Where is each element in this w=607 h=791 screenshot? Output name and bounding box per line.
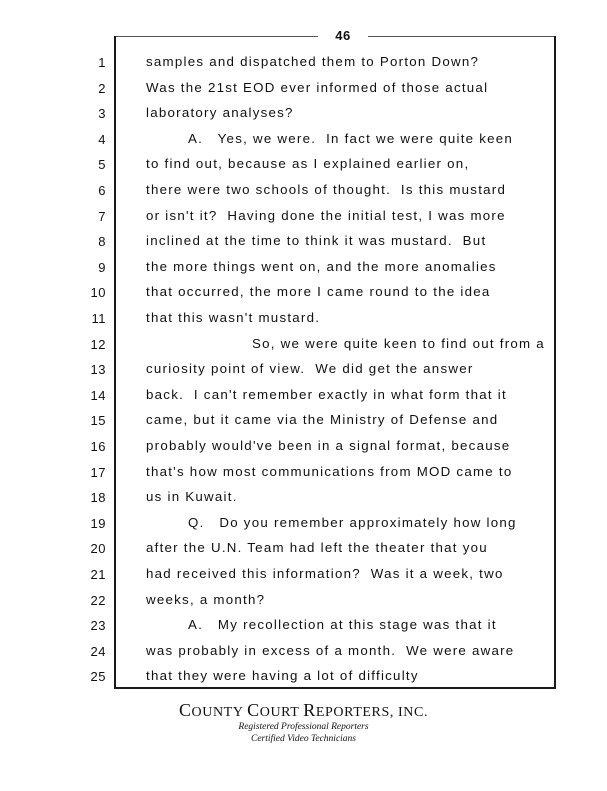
line-text: that occurred, the more I came round to the idea (146, 284, 491, 300)
line-number: 1 (98, 55, 106, 70)
transcript-line (0, 51, 607, 76)
page-number: 46 (318, 28, 368, 43)
transcript-line (0, 256, 607, 281)
line-number: 5 (98, 157, 106, 173)
line-number: 7 (98, 208, 106, 224)
line-number: 18 (90, 490, 106, 506)
line-number: 12 (90, 336, 106, 352)
line-number: 25 (90, 669, 106, 685)
line-number: 19 (90, 515, 106, 531)
transcript-line (0, 281, 607, 306)
line-number: 2 (98, 80, 106, 96)
footer-initial-c1: C (178, 700, 192, 720)
footer-tagline-reporters: Registered Professional Reporters (238, 722, 369, 732)
line-text: or isn't it? Having done the initial test, I was more (146, 207, 506, 223)
transcript-line (0, 153, 607, 178)
line-text: Was the 21st EOD ever informed of those actual (146, 79, 489, 95)
footer-word-ounty: OUNTY (191, 705, 248, 720)
transcript-line (0, 358, 607, 383)
footer-company-name (0, 700, 607, 721)
line-text: A. My recollection at this stage was that it (188, 617, 497, 633)
line-text: was probably in excess of a month. We were aware (146, 642, 515, 658)
transcript-line (0, 409, 607, 434)
footer-initial-c2: C (247, 700, 260, 720)
line-text: that they were having a lot of difficulty (146, 668, 419, 684)
transcript-line (0, 614, 607, 639)
line-text: A. Yes, we were. In fact we were quite keen (188, 130, 514, 146)
transcript-line (0, 435, 607, 460)
transcript-line (0, 307, 607, 332)
line-text: samples and dispatched them to Porton Down? (146, 54, 480, 69)
line-number: 15 (90, 413, 106, 429)
line-number: 13 (90, 362, 106, 378)
transcript-line (0, 589, 607, 614)
footer-tagline-video: Certified Video Technicians (250, 734, 356, 744)
line-number: 4 (98, 131, 106, 147)
line-text: inclined at the time to think it was mustard. But (146, 233, 487, 249)
line-text: us in Kuwait. (146, 489, 238, 505)
line-number: 17 (90, 464, 106, 480)
line-number: 22 (90, 592, 106, 608)
line-number: 10 (90, 285, 106, 301)
line-number: 20 (90, 541, 106, 557)
transcript-line (0, 461, 607, 486)
line-number: 6 (98, 183, 106, 198)
line-number: 21 (90, 567, 106, 582)
transcript-line (0, 512, 607, 537)
transcript-line (0, 333, 607, 358)
line-text: came, but it came via the Ministry of Defense and (146, 412, 499, 428)
footer-word-ourt: OURT (259, 705, 304, 720)
line-text: after the U.N. Team had left the theater that you (146, 540, 488, 556)
transcript-line (0, 102, 607, 127)
transcript-line (0, 665, 607, 690)
line-text: Q. Do you remember approximately how long (188, 514, 517, 530)
transcript-line (0, 205, 607, 230)
line-text: laboratory analyses? (146, 105, 294, 121)
line-number: 24 (90, 643, 106, 659)
transcript-line (0, 384, 607, 409)
line-text: to find out, because as I explained earlier on, (146, 156, 470, 172)
footer-word-eporters: EPORTERS, INC. (315, 705, 429, 720)
line-text: So, we were quite keen to find out from a (252, 335, 545, 351)
transcript-line (0, 128, 607, 153)
transcript-line (0, 563, 607, 588)
transcript-line (0, 640, 607, 665)
line-text: probably would've been in a signal format, because (146, 438, 511, 453)
line-number: 9 (98, 259, 106, 275)
line-text: there were two schools of thought. Is this mustard (146, 182, 507, 197)
line-text: back. I can't remember exactly in what form that it (146, 386, 507, 402)
line-number: 8 (98, 234, 106, 250)
line-number: 11 (91, 311, 106, 326)
line-number: 14 (90, 387, 106, 403)
line-text: that's how most communications from MOD came to (146, 463, 513, 479)
transcript-line (0, 537, 607, 562)
line-text: that this wasn't mustard. (146, 310, 321, 325)
transcript-line (0, 179, 607, 204)
footer-initial-r: R (303, 700, 316, 720)
transcript-line (0, 77, 607, 102)
line-text: had received this information? Was it a week, two (146, 566, 504, 581)
line-number: 23 (90, 618, 106, 634)
line-number: 3 (98, 106, 106, 122)
line-number: 16 (90, 439, 106, 454)
line-text: curiosity point of view. We did get the answer (146, 361, 474, 377)
transcript-line (0, 230, 607, 255)
line-text: weeks, a month? (146, 591, 266, 607)
transcript-line (0, 486, 607, 511)
line-text: the more things went on, and the more anomalies (146, 258, 497, 274)
